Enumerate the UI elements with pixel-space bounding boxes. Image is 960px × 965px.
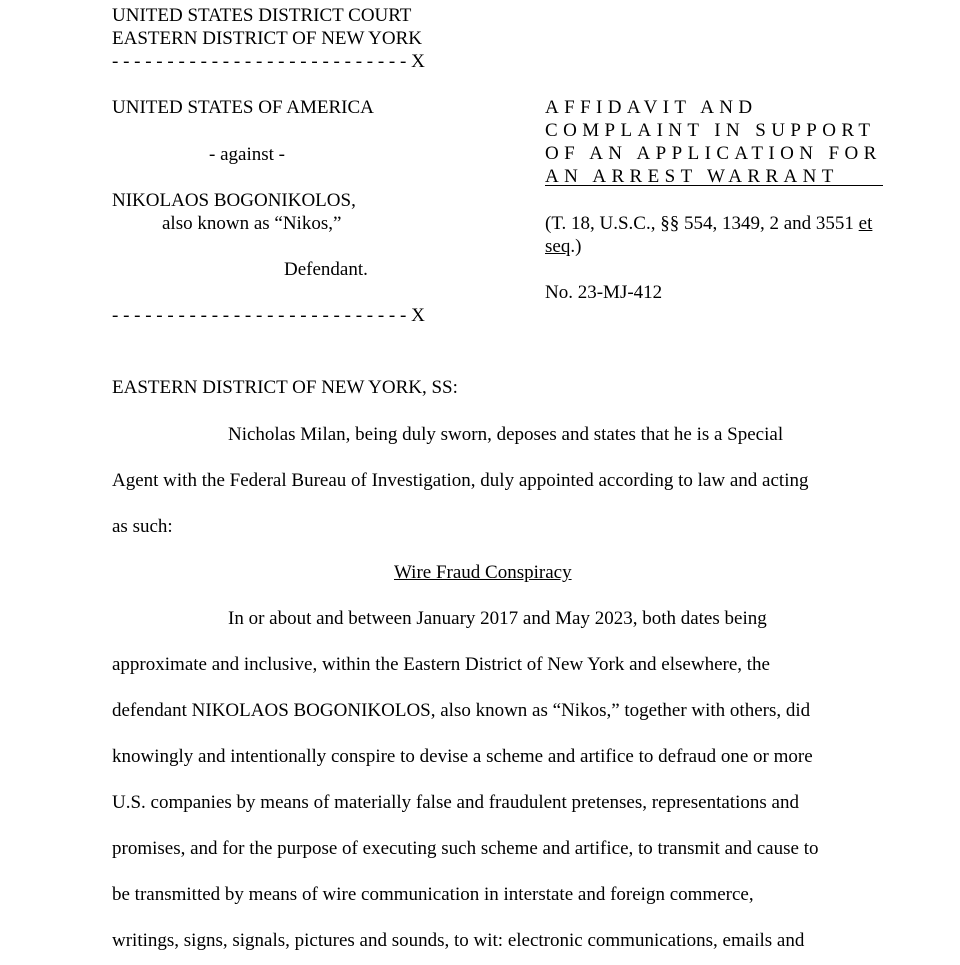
count-line-7: be transmitted by means of wire communication in interstate and foreign commerce, (112, 884, 754, 905)
title-line-2: COMPLAINT IN SUPPORT (545, 120, 876, 141)
count-line-6: promises, and for the purpose of executing such scheme and artifice, to transmit and cause to (112, 838, 819, 859)
venue-line: EASTERN DISTRICT OF NEW YORK, SS: (112, 377, 458, 398)
statute-citation-seq: seq (545, 236, 571, 257)
count-line-1: In or about and between January 2017 and May 2023, both dates being (228, 608, 767, 629)
section-heading: Wire Fraud Conspiracy (394, 562, 572, 583)
court-district: EASTERN DISTRICT OF NEW YORK (112, 28, 422, 49)
intro-line-2: Agent with the Federal Bureau of Investigation, duly appointed according to law and acting (112, 470, 809, 491)
count-line-3: defendant NIKOLAOS BOGONIKOLOS, also known as “Nikos,” together with others, did (112, 700, 811, 721)
count-line-5: U.S. companies by means of materially false and fraudulent pretenses, representations and (112, 792, 799, 813)
defendant-label: Defendant. (284, 259, 368, 280)
title-line-1: AFFIDAVIT AND (545, 97, 758, 118)
caption-divider-top: - - - - - - - - - - - - - - - - - - - - - - - - - - - X (112, 51, 425, 72)
title-line-4: AN ARREST WARRANT (545, 166, 839, 187)
count-line-8: writings, signs, signals, pictures and sounds, to wit: electronic communications, emails and (112, 930, 805, 951)
title-line-3: OF AN APPLICATION FOR (545, 143, 882, 164)
count-line-2: approximate and inclusive, within the Eastern District of New York and elsewhere, the (112, 654, 770, 675)
case-number: No. 23-MJ-412 (545, 282, 663, 303)
statute-citation-text: (T. 18, U.S.C., §§ 554, 1349, 2 and 3551 (545, 213, 859, 234)
defendant-name: NIKOLAOS BOGONIKOLOS, (112, 190, 356, 211)
plaintiff-name: UNITED STATES OF AMERICA (112, 97, 374, 118)
count-line-4: knowingly and intentionally conspire to devise a scheme and artifice to defraud one or more (112, 746, 813, 767)
statute-citation-line-2 (545, 235, 581, 258)
caption-divider-bottom: - - - - - - - - - - - - - - - - - - - - - - - - - - - X (112, 305, 425, 326)
title-underline (545, 185, 883, 186)
statute-citation-close: .) (570, 236, 582, 257)
defendant-aka: also known as “Nikos,” (162, 213, 342, 234)
court-name: UNITED STATES DISTRICT COURT (112, 5, 412, 26)
against-label: - against - (209, 144, 285, 165)
intro-line-3: as such: (112, 516, 173, 537)
statute-citation-line-1 (545, 212, 872, 235)
statute-citation-et: et (858, 213, 873, 234)
intro-line-1: Nicholas Milan, being duly sworn, deposes and states that he is a Special (228, 424, 784, 445)
